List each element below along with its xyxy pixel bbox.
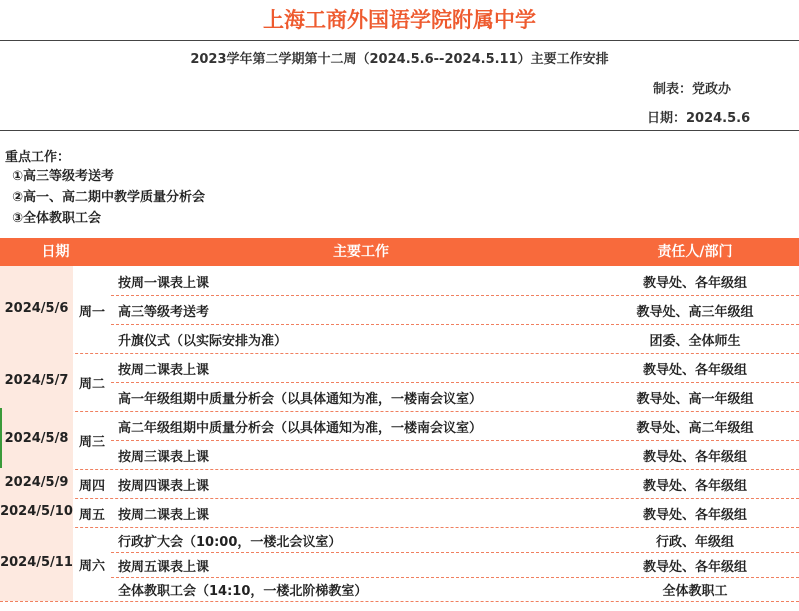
day-date: 2024/5/10 — [0, 503, 73, 519]
focus-heading: 重点工作： — [5, 150, 71, 165]
task-text: 高三等级考送考 — [118, 304, 210, 320]
task-text: 按周三课表上课 — [118, 449, 210, 465]
day-divider — [0, 601, 799, 602]
task-text: 按周二课表上课 — [118, 362, 210, 378]
focus-item: ①高三等级考送考 — [12, 169, 115, 184]
task-owner: 教导处、各年级组 — [642, 507, 747, 523]
row-divider — [111, 382, 799, 383]
schedule-subtitle: 2023学年第二学期第十二周（2024.5.6--2024.5.11）主要工作安排 — [190, 52, 609, 67]
table-header — [0, 238, 799, 266]
day-weekday: 周一 — [79, 304, 106, 320]
task-text: 按周四课表上课 — [118, 478, 210, 494]
task-owner: 团委、全体师生 — [649, 333, 741, 349]
day-divider — [0, 353, 799, 354]
focus-item: ②高一、高二期中教学质量分析会 — [12, 190, 206, 205]
task-text: 高一年级组期中质量分析会（以具体通知为准，一楼南会议室） — [118, 391, 483, 407]
day-weekday: 周六 — [79, 559, 106, 574]
task-owner: 教导处、高二年级组 — [636, 420, 754, 436]
task-owner: 教导处、各年级组 — [642, 559, 747, 575]
task-text: 按周一课表上课 — [118, 275, 210, 291]
title-divider — [0, 40, 799, 41]
day-divider — [0, 469, 799, 470]
row-divider — [111, 324, 799, 325]
maker-label: 制表：党政办 — [653, 82, 732, 97]
day-divider — [0, 411, 799, 412]
day-date: 2024/5/9 — [4, 474, 69, 490]
task-text: 按周二课表上课 — [118, 507, 210, 523]
day-weekday: 周五 — [79, 507, 106, 523]
day-weekday: 周二 — [79, 377, 106, 392]
task-owner: 行政、年级组 — [655, 534, 734, 550]
task-owner: 教导处、各年级组 — [642, 275, 747, 291]
day-weekday: 周四 — [79, 478, 106, 494]
header-divider — [0, 130, 799, 131]
header-date: 日期 — [41, 244, 70, 260]
task-text: 按周五课表上课 — [118, 559, 210, 575]
focus-item: ③全体教职工会 — [12, 211, 102, 226]
day-date: 2024/5/6 — [4, 300, 69, 316]
task-owner: 教导处、高三年级组 — [636, 304, 754, 320]
day-date: 2024/5/11 — [0, 555, 73, 570]
school-title: 上海工商外国语学院附属中学 — [263, 8, 536, 32]
day-divider — [0, 498, 799, 499]
task-text: 高二年级组期中质量分析会（以具体通知为准，一楼南会议室） — [118, 420, 483, 436]
day-date: 2024/5/7 — [4, 373, 69, 388]
row-divider — [111, 440, 799, 441]
task-owner: 全体教职工 — [662, 584, 728, 599]
task-owner: 教导处、各年级组 — [642, 449, 747, 465]
task-owner: 教导处、各年级组 — [642, 362, 747, 378]
task-text: 行政扩大会（10:00，一楼北会议室） — [118, 534, 342, 550]
task-text: 升旗仪式（以实际安排为准） — [118, 333, 288, 349]
task-owner: 教导处、各年级组 — [642, 478, 747, 494]
row-divider — [111, 295, 799, 296]
header-work: 主要工作 — [333, 244, 389, 260]
header-owner: 责任人/部门 — [657, 244, 733, 260]
day-divider — [0, 527, 799, 528]
date-label: 日期：2024.5.6 — [647, 111, 751, 126]
task-owner: 教导处、高一年级组 — [636, 391, 754, 407]
day-weekday: 周三 — [79, 435, 106, 450]
day-date: 2024/5/8 — [4, 431, 69, 446]
row-divider — [111, 552, 799, 553]
cell-selection-mark — [0, 408, 2, 468]
row-divider — [111, 577, 799, 578]
task-text: 全体教职工会（14:10，一楼北阶梯教室） — [118, 584, 368, 599]
